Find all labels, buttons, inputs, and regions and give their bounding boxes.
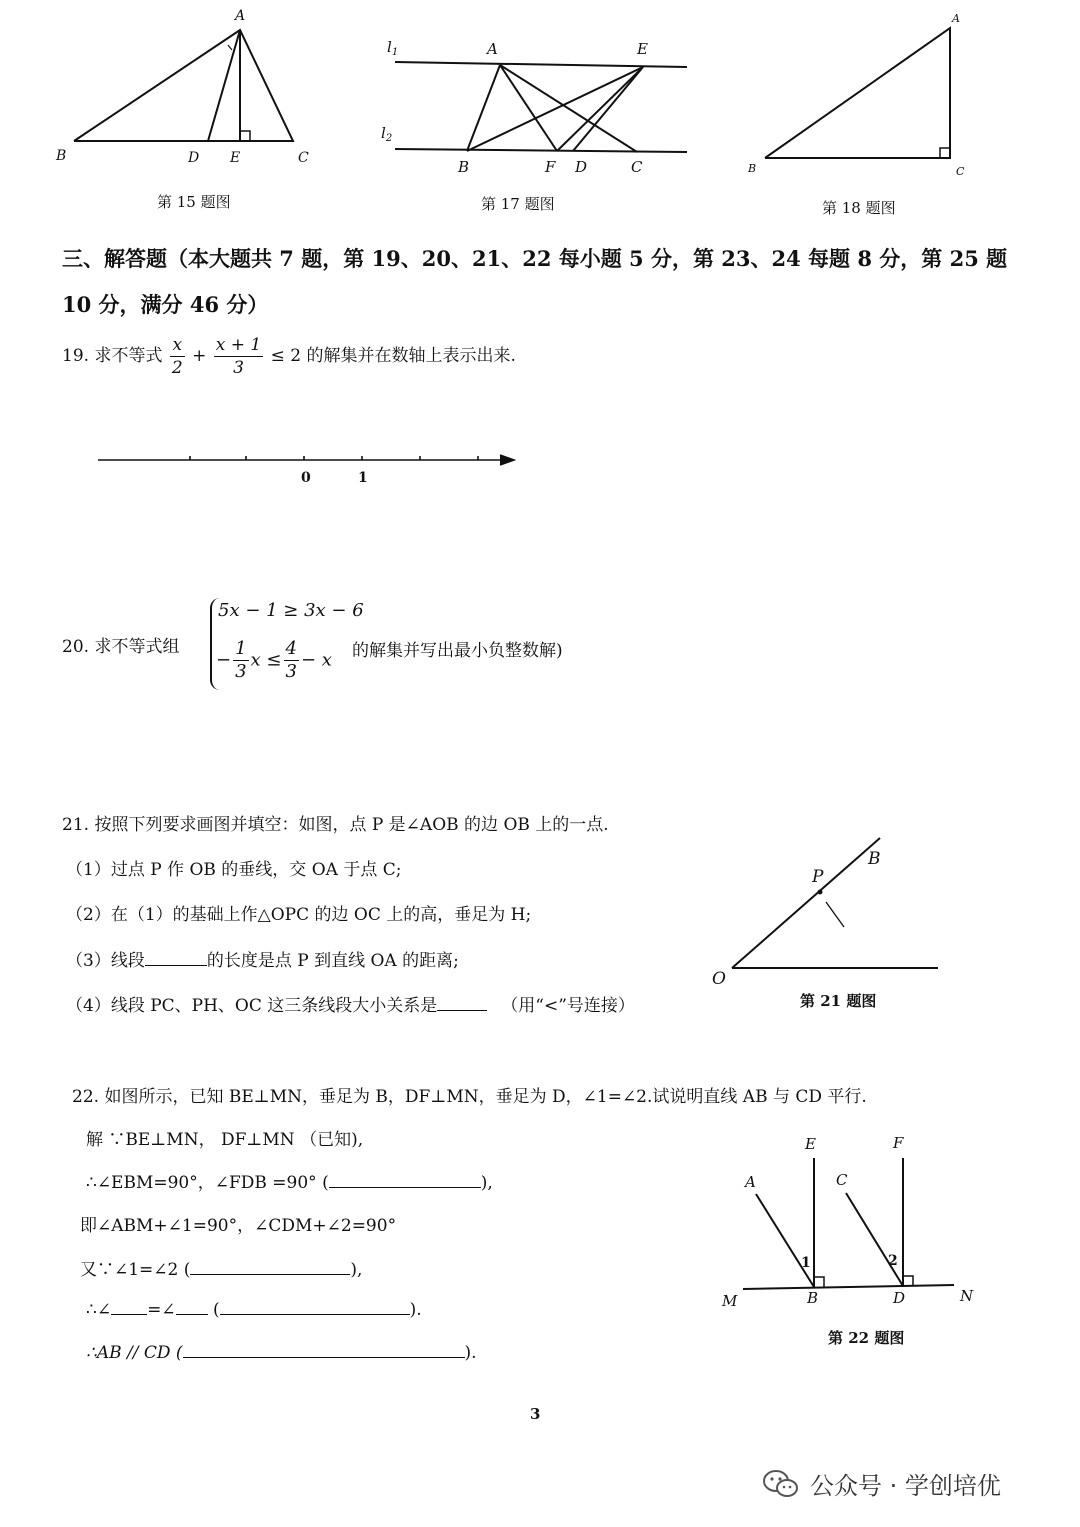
fig22-label-b: B [807,1289,819,1307]
fig17-label-b: B [458,158,470,176]
q22-line-6: ∴AB // CD ( ). [86,1343,477,1363]
figure-22 [710,1125,990,1320]
fig17-label-d: D [575,158,588,176]
fig15-label-a: A [235,8,246,24]
footer-text: 公众号 · 学创培优 [810,1472,1001,1500]
fig17-label-a: A [487,40,498,58]
footer-watermark [762,1466,1001,1501]
fig17-label-l1: $l_1$ [387,38,399,58]
fig15-label-d: D [188,150,200,166]
fig22-label-d: D [893,1289,906,1307]
q22-line-4: 又∵∠1=∠2 ( ), [80,1260,363,1280]
fig21-label-b: B [868,849,881,869]
fig22-label-m: M [722,1292,738,1310]
fig18-label-b: B [748,162,757,175]
fig22-label-f: F [893,1134,904,1152]
fig17-label-c: C [631,158,643,176]
figure-15 [50,0,330,175]
fig17-label-e: E [637,40,648,58]
wechat-icon [762,1468,800,1500]
section-title: 三、解答题（本大题共 7 题，第 19、20、21、22 每小题 5 分，第 23、24 每题 8 分，第 25 题 10 分，满分 46 分） [62,246,1008,317]
figure-17 [375,30,695,185]
q21-part-2: （2）在（1）的基础上作△OPC 的边 OC 上的高，垂足为 H; [66,905,532,925]
q21-stem: 21. 按照下列要求画图并填空：如图，点 P 是∠AOB 的边 OB 上的一点. [62,815,609,835]
q19-fraction-1: $\frac{x}{2}$ [171,335,183,378]
q21-blank-3[interactable] [145,949,207,966]
q22-blank-reason-3[interactable] [220,1298,410,1315]
q19-suffix: ≤ 2 的解集并在数轴上表示出来. [270,346,516,366]
fig15-label-c: C [298,150,309,166]
fig22-label-2: 2 [888,1253,898,1269]
q22-blank-reason-4[interactable] [183,1341,465,1358]
q21-part-4: （4）线段 PC、PH、OC 这三条线段大小关系是 （用“<”号连接） [66,996,635,1016]
q22-line-1: 解 ∵BE⊥MN， DF⊥MN （已知), [86,1130,364,1150]
fig21-caption: 第 21 题图 [800,992,877,1010]
number-line-one: 1 [358,470,368,486]
figure-18 [740,5,980,185]
q22-line-2: ∴∠EBM=90°，∠FDB =90° ( ), [86,1173,493,1193]
q22-blank-reason-1[interactable] [329,1171,481,1188]
q22-blank-angle-2[interactable] [176,1298,208,1315]
fig22-caption: 第 22 题图 [828,1329,905,1347]
q21-part-3: （3）线段 的长度是点 P 到直线 OA 的距离; [66,951,459,971]
fig18-label-c: C [956,165,965,178]
q21-part-1: （1）过点 P 作 OB 的垂线，交 OA 于点 C; [66,860,402,880]
q20-line-2: − $\frac{1}{3}$ x ≤ $\frac{4}{3}$ − x [216,638,332,682]
figure-21 [700,830,950,990]
q21-blank-4[interactable] [437,994,487,1011]
q20-prefix: 20. 求不等式组 [62,637,180,657]
q22-stem: 22. 如图所示，已知 BE⊥MN，垂足为 B，DF⊥MN，垂足为 D，∠1=∠2.试说明直线 AB 与 CD 平行. [72,1087,867,1107]
fig17-label-f: F [545,158,556,176]
fig17-caption: 第 17 题图 [481,195,555,213]
fig15-caption: 第 15 题图 [157,193,231,211]
fig21-label-p: P [812,867,824,887]
q20-line-1: 5x − 1 ≥ 3x − 6 [218,600,364,621]
fig18-label-a: A [952,12,960,25]
fig21-label-o: O [712,969,726,989]
q19-prefix: 19. 求不等式 [62,346,163,366]
q22-blank-reason-2[interactable] [190,1258,350,1275]
q20-suffix: 的解集并写出最小负整数解) [352,641,563,661]
q19-plus: + [192,346,207,366]
fig22-label-a: A [745,1173,756,1191]
fig17-label-l2: $l_2$ [381,124,393,144]
page-number: 3 [530,1405,541,1423]
fig22-label-c: C [836,1171,848,1189]
q19-fraction-2: $\frac{x + 1}{3}$ [215,335,262,378]
fig15-label-b: B [56,148,67,164]
number-line-zero: 0 [301,470,311,486]
fig22-label-n: N [960,1287,974,1305]
q22-line-3: 即∠ABM+∠1=90°，∠CDM+∠2=90° [80,1216,397,1236]
question-19 [62,334,516,379]
q22-line-5: ∴∠ =∠ ( ). [86,1300,422,1320]
fig22-label-1: 1 [801,1255,811,1271]
fig15-label-e: E [230,150,241,166]
number-line [90,445,530,490]
fig22-label-e: E [805,1135,816,1153]
q22-blank-angle-1[interactable] [111,1298,147,1315]
fig18-caption: 第 18 题图 [822,199,896,217]
